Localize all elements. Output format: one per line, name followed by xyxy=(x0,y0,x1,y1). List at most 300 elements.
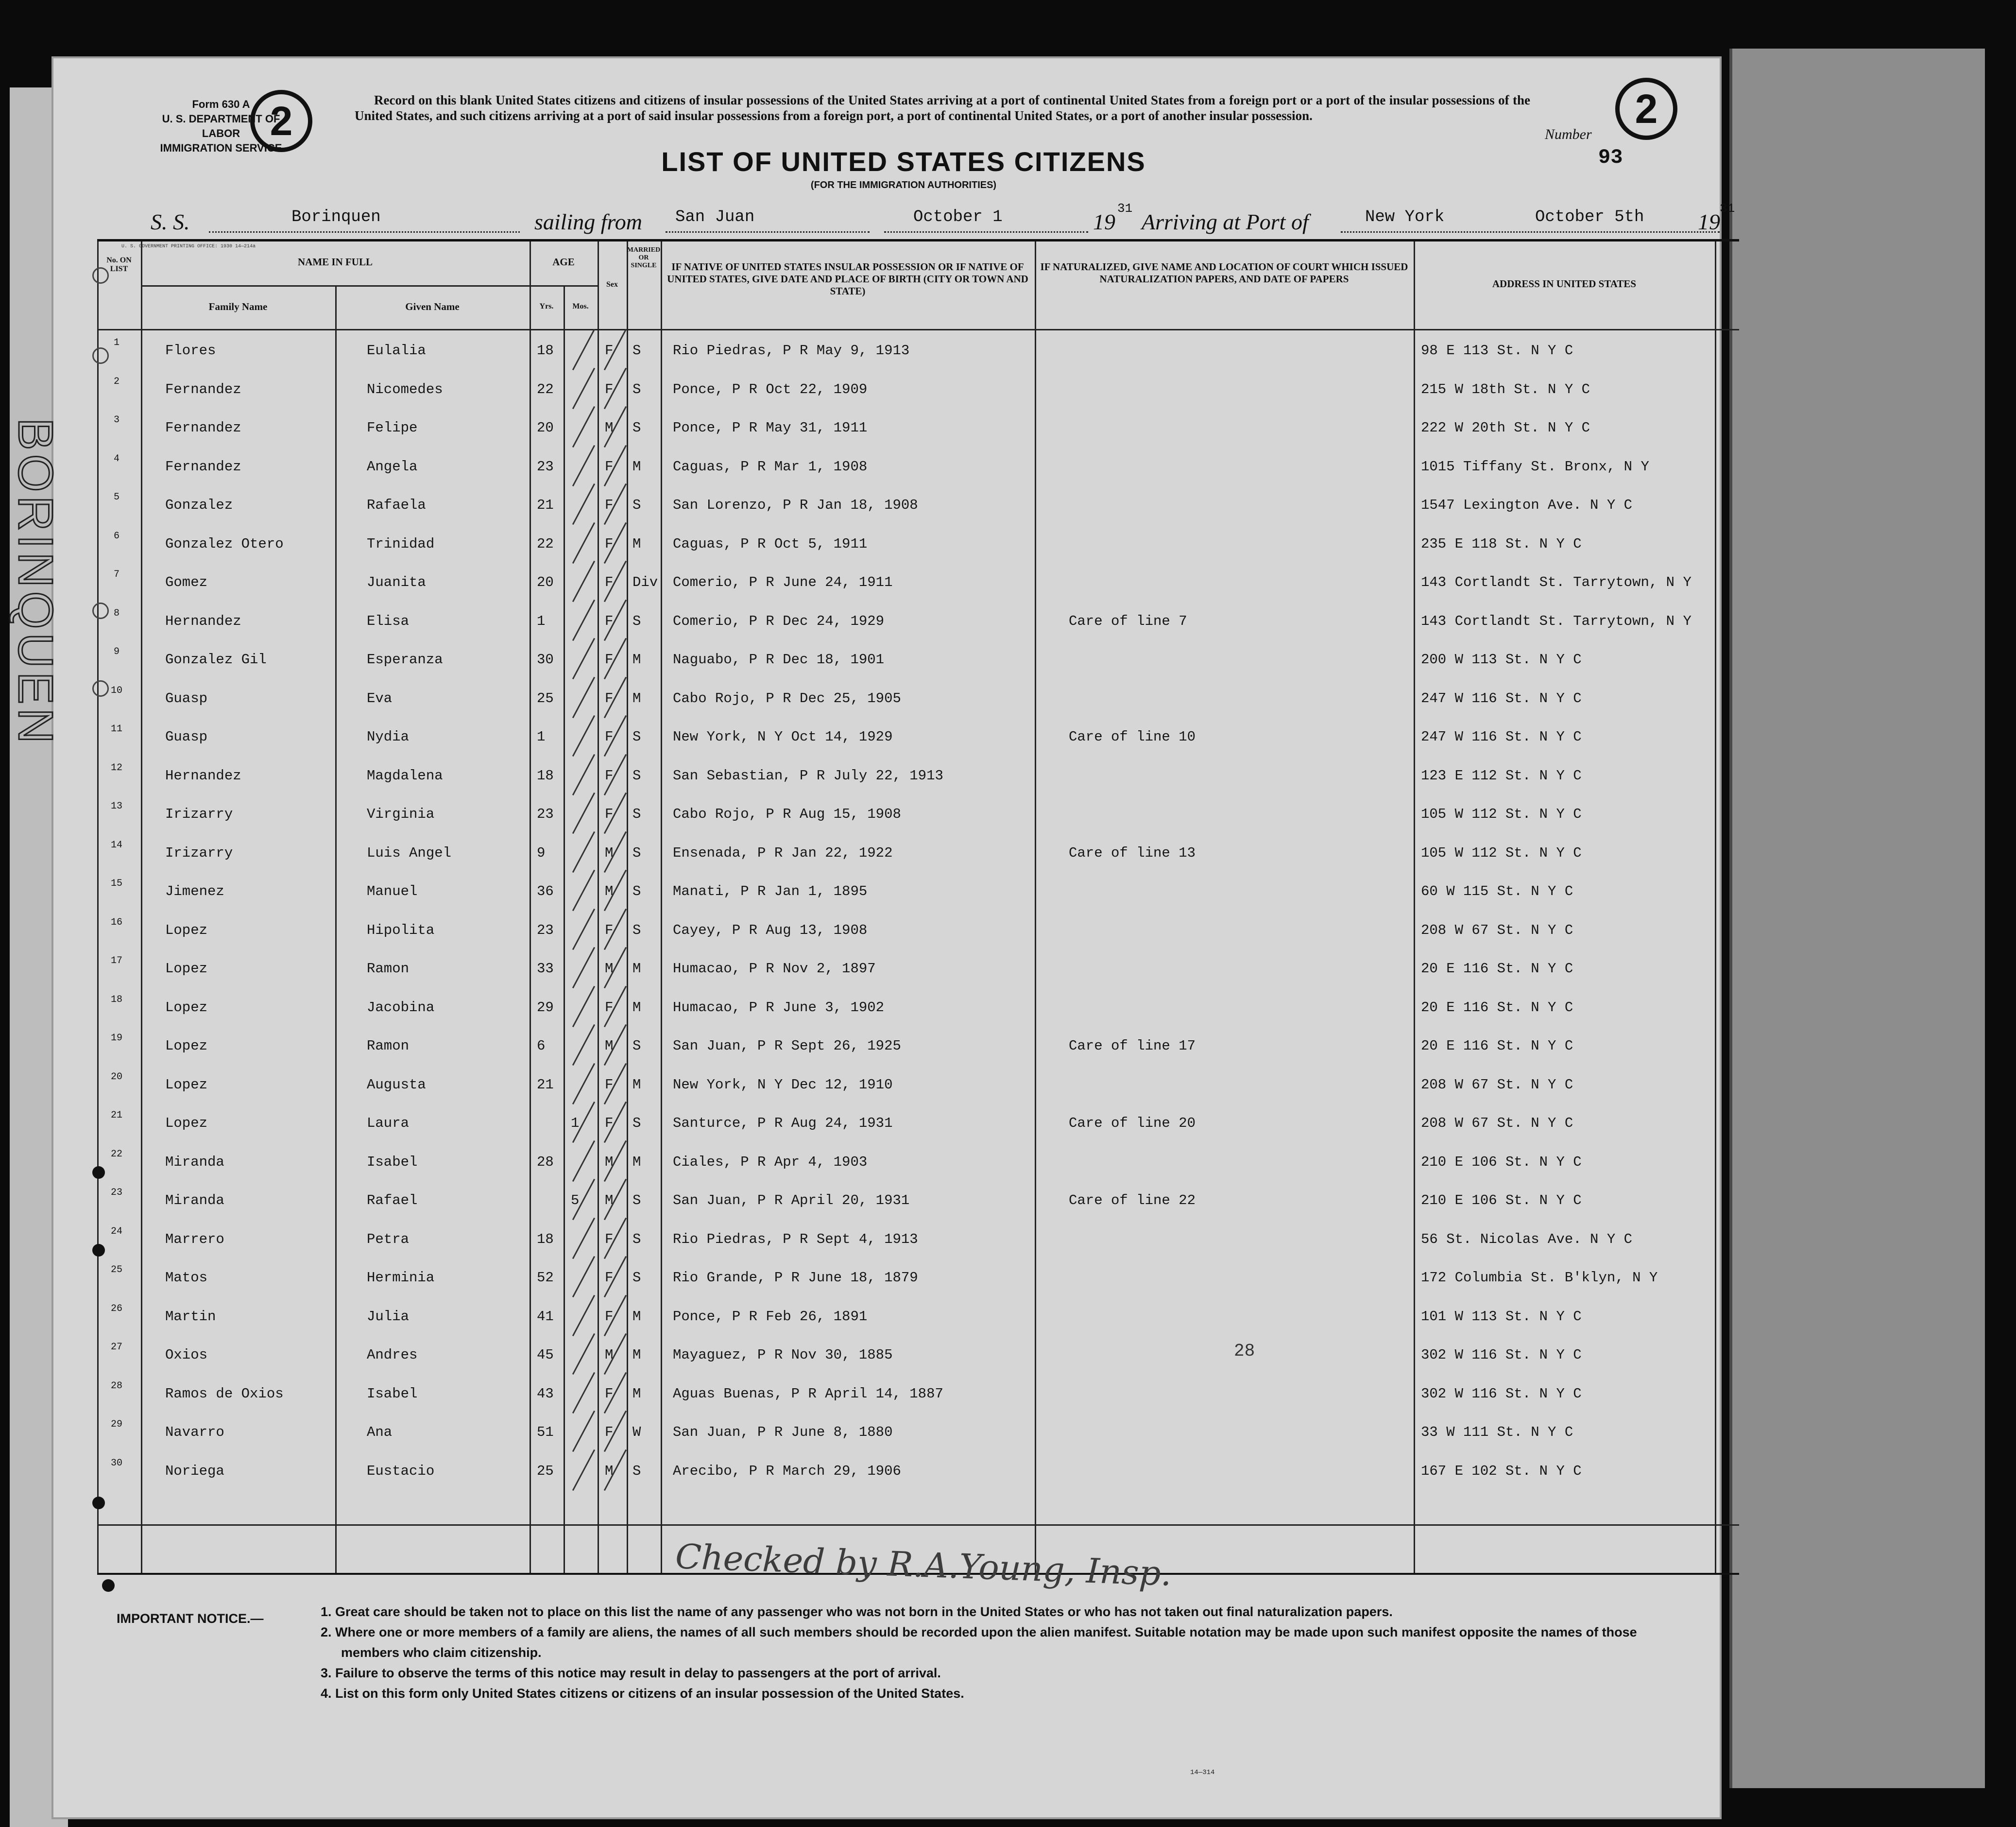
sex: F xyxy=(605,1270,614,1286)
row-number: 25 xyxy=(110,1264,122,1275)
family-name: Oxios xyxy=(165,1347,208,1363)
sex: F xyxy=(605,535,614,552)
form-number: Form 630 A xyxy=(192,98,250,110)
row-number: 1 xyxy=(113,337,120,348)
arrive-year-prefix: 19 xyxy=(1698,209,1720,234)
punch-hole xyxy=(92,1166,105,1179)
row-number: 9 xyxy=(113,646,120,657)
birth-info: Comerio, P R June 24, 1911 xyxy=(673,574,893,590)
inspector-signature: Checked by R.A.Young, Insp. xyxy=(674,1536,1173,1594)
birth-info: Ponce, P R Oct 22, 1909 xyxy=(673,381,868,397)
row-number: 3 xyxy=(113,414,120,426)
sex: M xyxy=(605,961,614,977)
table-row xyxy=(97,795,1739,834)
sex: F xyxy=(605,1424,614,1440)
birth-info: Comerio, P R Dec 24, 1929 xyxy=(673,613,885,629)
marital-status: S xyxy=(632,1463,641,1479)
birth-info: Santurce, P R Aug 24, 1931 xyxy=(673,1115,893,1131)
birth-info: Caguas, P R Oct 5, 1911 xyxy=(673,535,868,552)
family-name: Fernandez xyxy=(165,458,241,475)
family-name: Navarro xyxy=(165,1424,224,1440)
table-row xyxy=(97,1452,1739,1491)
age-years: 18 xyxy=(537,1231,554,1247)
given-name: Trinidad xyxy=(367,535,435,552)
family-name: Gonzalez xyxy=(165,497,233,513)
notice-items xyxy=(321,1602,1691,1704)
sail-year: 31 xyxy=(1117,201,1133,216)
row-number: 13 xyxy=(110,801,122,812)
given-name: Rafaela xyxy=(367,497,426,513)
marital-status: S xyxy=(632,381,641,397)
row-number: 5 xyxy=(113,492,120,503)
age-years: 18 xyxy=(537,767,554,784)
age-years: 33 xyxy=(537,961,554,977)
naturalization: Care of line 13 xyxy=(1069,845,1196,861)
row-number: 20 xyxy=(110,1071,122,1083)
birth-info: Cabo Rojo, P R Aug 15, 1908 xyxy=(673,806,901,822)
sex: M xyxy=(605,1192,614,1208)
age-years: 9 xyxy=(537,845,546,861)
punch-hole xyxy=(92,1497,105,1509)
table-row xyxy=(97,1336,1739,1375)
check-mark xyxy=(572,638,595,679)
row-number: 27 xyxy=(110,1342,122,1353)
header-birth: IF NATIVE OF UNITED STATES INSULAR POSSESSION OR IF NATIVE OF UNITED STATES, GIVE DATE AND PLACE OF BIRTH (CITY OR TOWN AND STATE) xyxy=(667,261,1028,297)
marital-status: S xyxy=(632,806,641,822)
given-name: Eva xyxy=(367,690,393,707)
family-name: Irizarry xyxy=(165,806,233,822)
address: 98 E 113 St. N Y C xyxy=(1421,343,1573,359)
given-name: Julia xyxy=(367,1308,410,1325)
sex: F xyxy=(605,1308,614,1325)
marital-status: S xyxy=(632,1115,641,1131)
age-years: 22 xyxy=(537,381,554,397)
marital-status: M xyxy=(632,1076,641,1093)
family-name: Gonzalez Gil xyxy=(165,652,267,668)
header-age: AGE xyxy=(552,256,575,268)
address: 172 Columbia St. B'klyn, N Y xyxy=(1421,1270,1658,1286)
address: 105 W 112 St. N Y C xyxy=(1421,806,1582,822)
given-name: Angela xyxy=(367,458,418,475)
birth-info: Caguas, P R Mar 1, 1908 xyxy=(673,458,868,475)
header-married-single: MARRIED OR SINGLE xyxy=(627,246,661,269)
ship-underline xyxy=(209,231,520,233)
row-number: 29 xyxy=(110,1419,122,1430)
check-mark xyxy=(572,870,595,911)
given-name: Nicomedes xyxy=(367,381,443,397)
table-row xyxy=(97,1375,1739,1413)
punch-hole xyxy=(92,1244,105,1257)
ss-label: S. S. xyxy=(151,209,190,234)
check-mark xyxy=(572,947,595,988)
table-row xyxy=(97,834,1739,873)
address: 200 W 113 St. N Y C xyxy=(1421,652,1582,668)
form-code: 14—314 xyxy=(1190,1769,1215,1776)
age-years: 1 xyxy=(537,729,546,745)
table-row xyxy=(97,1297,1739,1336)
given-name: Elisa xyxy=(367,613,410,629)
service-name: IMMIGRATION SERVICE xyxy=(160,142,282,154)
header-divider xyxy=(141,285,598,287)
table-row xyxy=(97,679,1739,718)
given-name: Hipolita xyxy=(367,922,435,938)
given-name: Felipe xyxy=(367,420,418,436)
address: 143 Cortlandt St. Tarrytown, N Y xyxy=(1421,613,1691,629)
birth-info: Humacao, P R June 3, 1902 xyxy=(673,999,885,1016)
sailing-label: sailing from xyxy=(534,209,642,234)
check-mark xyxy=(572,793,595,834)
sex: F xyxy=(605,806,614,822)
from-underline xyxy=(666,231,870,233)
age-years: 21 xyxy=(537,1076,554,1093)
sex: F xyxy=(605,458,614,475)
marital-status: Div xyxy=(632,574,658,590)
naturalization: Care of line 17 xyxy=(1069,1038,1196,1054)
check-mark xyxy=(572,1256,595,1297)
given-name: Laura xyxy=(367,1115,410,1131)
punch-ring xyxy=(92,267,109,284)
sex: M xyxy=(605,1463,614,1479)
marital-status: S xyxy=(632,497,641,513)
record-instructions: Record on this blank United States citizens and citizens of insular possessions of the United States arriving at a port of continental United States from a foreign port or a port of the insular possessions of the United States, and such citizens arriving at a port of said insular possessions from a foreign port, a port of continental United States, or a port of another insular possession. xyxy=(355,93,1530,123)
address: 208 W 67 St. N Y C xyxy=(1421,1115,1573,1131)
row-number: 15 xyxy=(110,878,122,889)
table-row xyxy=(97,331,1739,370)
table-row xyxy=(97,949,1739,988)
family-name: Lopez xyxy=(165,1115,208,1131)
birth-info: Ciales, P R Apr 4, 1903 xyxy=(673,1154,868,1170)
table-row xyxy=(97,1181,1739,1220)
given-name: Magdalena xyxy=(367,767,443,784)
sex: F xyxy=(605,381,614,397)
address: 208 W 67 St. N Y C xyxy=(1421,1076,1573,1093)
given-name: Eustacio xyxy=(367,1463,435,1479)
sex: F xyxy=(605,690,614,707)
marital-status: S xyxy=(632,1270,641,1286)
family-name: Lopez xyxy=(165,1038,208,1054)
address: 167 E 102 St. N Y C xyxy=(1421,1463,1582,1479)
naturalization: Care of line 20 xyxy=(1069,1115,1196,1131)
table-row xyxy=(97,988,1739,1027)
given-name: Ramon xyxy=(367,1038,410,1054)
address: 302 W 116 St. N Y C xyxy=(1421,1347,1582,1363)
birth-info: Aguas Buenas, P R April 14, 1887 xyxy=(673,1385,943,1402)
address: 56 St. Nicolas Ave. N Y C xyxy=(1421,1231,1633,1247)
given-name: Isabel xyxy=(367,1385,418,1402)
punch-ring xyxy=(92,680,109,697)
marital-status: S xyxy=(632,1192,641,1208)
age-years: 52 xyxy=(537,1270,554,1286)
address: 20 E 116 St. N Y C xyxy=(1421,999,1573,1016)
header-sex: Sex xyxy=(606,280,618,289)
row-number: 10 xyxy=(110,685,122,696)
address: 208 W 67 St. N Y C xyxy=(1421,922,1573,938)
number-label: Number xyxy=(1545,126,1592,142)
notice-item: 1. Great care should be taken not to place on this list the name of any passenger who was not born in the United States or who has not taken out final naturalization papers. xyxy=(321,1604,1393,1619)
sex: F xyxy=(605,1385,614,1402)
birth-info: San Juan, P R June 8, 1880 xyxy=(673,1424,893,1440)
family-name: Hernandez xyxy=(165,767,241,784)
family-name: Noriega xyxy=(165,1463,224,1479)
given-name: Isabel xyxy=(367,1154,418,1170)
header-family-name: Family Name xyxy=(208,301,268,312)
age-years: 23 xyxy=(537,922,554,938)
row-number: 17 xyxy=(110,955,122,966)
side-stamp: BORINQUEN xyxy=(8,418,63,747)
sex: M xyxy=(605,1154,614,1170)
row-number: 19 xyxy=(110,1033,122,1044)
sex: F xyxy=(605,1076,614,1093)
row-number: 21 xyxy=(110,1110,122,1121)
marital-status: M xyxy=(632,458,641,475)
background-sheet-right xyxy=(1729,49,1985,1788)
age-months: 5 xyxy=(571,1192,580,1208)
family-name: Lopez xyxy=(165,961,208,977)
table-row xyxy=(97,602,1739,641)
table-row xyxy=(97,409,1739,448)
check-mark xyxy=(572,1333,595,1375)
number-value: 93 xyxy=(1598,146,1623,169)
address: 302 W 116 St. N Y C xyxy=(1421,1385,1582,1402)
marital-status: S xyxy=(632,883,641,899)
family-name: Jimenez xyxy=(165,883,224,899)
notice-item: 2. Where one or more members of a family are aliens, the names of all such members should be recorded upon the alien manifest. Suitable notation may be made upon such manifest opposite the names of those members who claim citizenship. xyxy=(321,1625,1637,1660)
sex: F xyxy=(605,999,614,1016)
page-subtitle: (FOR THE IMMIGRATION AUTHORITIES) xyxy=(810,180,997,190)
check-mark xyxy=(572,406,595,448)
marital-status: S xyxy=(632,767,641,784)
address: 20 E 116 St. N Y C xyxy=(1421,961,1573,977)
birth-info: Ponce, P R May 31, 1911 xyxy=(673,420,868,436)
age-years: 1 xyxy=(537,613,546,629)
age-years: 22 xyxy=(537,535,554,552)
marital-status: S xyxy=(632,729,641,745)
sex: F xyxy=(605,574,614,590)
given-name: Manuel xyxy=(367,883,418,899)
row-number: 7 xyxy=(113,569,120,580)
naturalization: Care of line 10 xyxy=(1069,729,1196,745)
family-name: Fernandez xyxy=(165,420,241,436)
birth-info: Rio Piedras, P R Sept 4, 1913 xyxy=(673,1231,918,1247)
table-row xyxy=(97,911,1739,950)
family-name: Lopez xyxy=(165,922,208,938)
age-years: 21 xyxy=(537,497,554,513)
table-row xyxy=(97,1413,1739,1452)
check-mark xyxy=(572,985,595,1027)
table-row xyxy=(97,1066,1739,1104)
age-years: 6 xyxy=(537,1038,546,1054)
marital-status: S xyxy=(632,613,641,629)
given-name: Virginia xyxy=(367,806,435,822)
table-row xyxy=(97,1220,1739,1259)
row-number: 14 xyxy=(110,839,122,851)
marital-status: M xyxy=(632,535,641,552)
sex: F xyxy=(605,1231,614,1247)
arrive-year: 31 xyxy=(1720,201,1735,216)
family-name: Gomez xyxy=(165,574,208,590)
row-number: 18 xyxy=(110,994,122,1005)
sex: F xyxy=(605,922,614,938)
sex: M xyxy=(605,1347,614,1363)
arriving-label: Arriving at Port of xyxy=(1142,209,1309,234)
to-port: New York xyxy=(1365,208,1445,226)
age-months: 1 xyxy=(571,1115,580,1131)
age-years: 36 xyxy=(537,883,554,899)
birth-info: Cabo Rojo, P R Dec 25, 1905 xyxy=(673,690,901,707)
check-mark xyxy=(572,715,595,757)
naturalization: Care of line 22 xyxy=(1069,1192,1196,1208)
row-number: 11 xyxy=(110,724,122,735)
arrive-date: October 5th xyxy=(1535,208,1644,226)
sail-date: October 1 xyxy=(913,208,1003,226)
table-row xyxy=(97,1143,1739,1182)
naturalization: Care of line 7 xyxy=(1069,613,1187,629)
table-row xyxy=(97,486,1739,525)
birth-info: San Juan, P R Sept 26, 1925 xyxy=(673,1038,901,1054)
notice-item: 3. Failure to observe the terms of this notice may result in delay to passengers at the port of arrival. xyxy=(321,1666,941,1680)
birth-info: New York, N Y Oct 14, 1929 xyxy=(673,729,893,745)
family-name: Flores xyxy=(165,343,216,359)
marital-status: S xyxy=(632,420,641,436)
birth-info: Ponce, P R Feb 26, 1891 xyxy=(673,1308,868,1325)
marital-status: M xyxy=(632,1308,641,1325)
birth-info: Rio Grande, P R June 18, 1879 xyxy=(673,1270,918,1286)
address: 210 E 106 St. N Y C xyxy=(1421,1192,1582,1208)
given-name: Andres xyxy=(367,1347,418,1363)
given-name: Nydia xyxy=(367,729,410,745)
marital-status: M xyxy=(632,1347,641,1363)
age-years: 18 xyxy=(537,343,554,359)
sex: M xyxy=(605,1038,614,1054)
marital-status: M xyxy=(632,999,641,1016)
family-name: Miranda xyxy=(165,1154,224,1170)
birth-info: New York, N Y Dec 12, 1910 xyxy=(673,1076,893,1093)
address: 235 E 118 St. N Y C xyxy=(1421,535,1582,552)
sex: F xyxy=(605,613,614,629)
table-row xyxy=(97,370,1739,409)
age-years: 28 xyxy=(537,1154,554,1170)
birth-info: Ensenada, P R Jan 22, 1922 xyxy=(673,845,893,861)
row-number: 28 xyxy=(110,1380,122,1392)
ship-name: Borinquen xyxy=(291,208,381,226)
family-name: Martin xyxy=(165,1308,216,1325)
passenger-table xyxy=(97,239,1739,1575)
row-number: 4 xyxy=(113,453,120,465)
given-name: Jacobina xyxy=(367,999,435,1016)
row-number: 30 xyxy=(110,1457,122,1469)
sex: F xyxy=(605,767,614,784)
check-mark xyxy=(572,1063,595,1104)
header-name-in-full: NAME IN FULL xyxy=(297,256,373,268)
margin-note: 28 xyxy=(1234,1341,1255,1361)
birth-info: San Sebastian, P R July 22, 1913 xyxy=(673,767,943,784)
given-name: Luis Angel xyxy=(367,845,452,861)
age-years: 20 xyxy=(537,574,554,590)
header-yrs: Yrs. xyxy=(539,302,554,310)
punch-hole xyxy=(102,1579,115,1592)
sex: F xyxy=(605,343,614,359)
header-no-on-list: No. ON LIST xyxy=(106,256,132,273)
marital-status: S xyxy=(632,922,641,938)
family-name: Ramos de Oxios xyxy=(165,1385,284,1402)
family-name: Lopez xyxy=(165,999,208,1016)
marital-status: M xyxy=(632,652,641,668)
birth-info: Humacao, P R Nov 2, 1897 xyxy=(673,961,876,977)
circle-stamp-right: 2 xyxy=(1615,78,1677,140)
header-address: ADDRESS IN UNITED STATES xyxy=(1492,278,1637,290)
notice-heading: IMPORTANT NOTICE.— xyxy=(117,1611,264,1626)
birth-info: Naguabo, P R Dec 18, 1901 xyxy=(673,652,885,668)
check-mark xyxy=(572,831,595,872)
family-name: Guasp xyxy=(165,690,208,707)
address: 105 W 112 St. N Y C xyxy=(1421,845,1582,861)
header-naturalized: IF NATURALIZED, GIVE NAME AND LOCATION OF COURT WHICH ISSUED NATURALIZATION PAPERS, AND DATE OF PAPERS xyxy=(1040,261,1408,285)
row-number: 6 xyxy=(113,530,120,542)
address: 1015 Tiffany St. Bronx, N Y xyxy=(1421,458,1649,475)
check-mark xyxy=(572,599,595,640)
family-name: Guasp xyxy=(165,729,208,745)
sex: M xyxy=(605,845,614,861)
marital-status: M xyxy=(632,690,641,707)
check-mark xyxy=(572,908,595,949)
table-row xyxy=(97,757,1739,795)
check-mark xyxy=(572,1024,595,1066)
family-name: Lopez xyxy=(165,1076,208,1093)
address: 33 W 111 St. N Y C xyxy=(1421,1424,1573,1440)
check-mark xyxy=(572,367,595,409)
marital-status: M xyxy=(632,1154,641,1170)
check-mark xyxy=(572,1217,595,1258)
given-name: Petra xyxy=(367,1231,410,1247)
sex: M xyxy=(605,420,614,436)
address: 143 Cortlandt St. Tarrytown, N Y xyxy=(1421,574,1691,590)
table-row xyxy=(97,448,1739,486)
address: 1547 Lexington Ave. N Y C xyxy=(1421,497,1633,513)
sex: F xyxy=(605,1115,614,1131)
row-divider xyxy=(97,1524,1739,1526)
age-years: 29 xyxy=(537,999,554,1016)
address: 247 W 116 St. N Y C xyxy=(1421,729,1582,745)
marital-status: S xyxy=(632,1038,641,1054)
sex: F xyxy=(605,652,614,668)
row-number: 24 xyxy=(110,1225,122,1237)
address: 247 W 116 St. N Y C xyxy=(1421,690,1582,707)
marital-status: W xyxy=(632,1424,641,1440)
birth-info: Manati, P R Jan 1, 1895 xyxy=(673,883,868,899)
family-name: Matos xyxy=(165,1270,208,1286)
notice-item: 4. List on this form only United States citizens or citizens of an insular possession of the United States. xyxy=(321,1686,964,1701)
manifest-page xyxy=(53,58,1735,1817)
arrive-underline xyxy=(1341,231,1720,233)
age-years: 25 xyxy=(537,1463,554,1479)
age-years: 23 xyxy=(537,458,554,475)
age-years: 51 xyxy=(537,1424,554,1440)
address: 222 W 20th St. N Y C xyxy=(1421,420,1590,436)
row-number: 26 xyxy=(110,1303,122,1314)
table-row xyxy=(97,872,1739,911)
sex: F xyxy=(605,729,614,745)
age-years: 23 xyxy=(537,806,554,822)
sex: M xyxy=(605,883,614,899)
birth-info: Arecibo, P R March 29, 1906 xyxy=(673,1463,901,1479)
check-mark xyxy=(572,561,595,602)
check-mark xyxy=(572,1411,595,1452)
address: 60 W 115 St. N Y C xyxy=(1421,883,1573,899)
marital-status: S xyxy=(632,1231,641,1247)
check-mark xyxy=(572,1372,595,1413)
row-number: 16 xyxy=(110,916,122,928)
given-name: Ramon xyxy=(367,961,410,977)
